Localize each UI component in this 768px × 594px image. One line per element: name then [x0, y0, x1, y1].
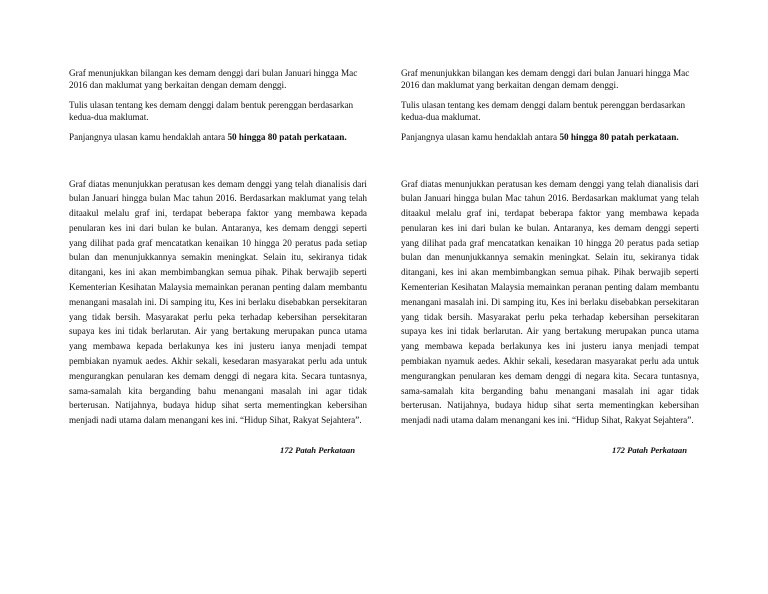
word-count: 172 Patah Perkataan — [280, 445, 355, 456]
length-prefix: Panjangnya ulasan kamu hendaklah antara — [69, 132, 228, 142]
prompt-line-2: Tulis ulasan tentang kes demam denggi dalam bentuk perenggan berdasarkan kedua-dua maklumat. — [69, 100, 354, 122]
prompt-line-2: Tulis ulasan tentang kes demam denggi dalam bentuk perenggan berdasarkan kedua-dua maklumat. — [401, 100, 686, 122]
question-prompt — [69, 68, 367, 144]
prompt-line-1: Graf menunjukkan bilangan kes demam denggi dari bulan Januari hingga Mac 2016 dan maklumat yang berkaitan dengan demam denggi. — [69, 68, 358, 90]
length-requirement: 50 hingga 80 patah perkataan. — [227, 132, 347, 142]
prompt-line-1: Graf menunjukkan bilangan kes demam denggi dari bulan Januari hingga Mac 2016 dan maklumat yang berkaitan dengan demam denggi. — [401, 68, 690, 90]
essay-paragraph: Graf diatas menunjukkan peratusan kes demam denggi yang telah dianalisis dari bulan Januari hingga bulan Mac tahun 2016. Berdasarkan maklumat yang telah ditaakul melalu graf ini, terdapat beberapa faktor yang membawa kepada penularan kes ini dari bulan ke bulan. Antaranya, kes demam denggi seperti yang dilihat pada graf mencatatkan kenaikan 10 hingga 20 peratus pada setiap bulan dan menunjukkannya semakin meningkat. Selain itu, sekiranya tidak ditangani, kes ini akan membimbangkan semua pihak. Pihak berwajib seperti Kementerian Kesihatan Malaysia memainkan peranan penting dalam membantu menangani masalah ini. Di samping itu, Kes ini berlaku disebabkan persekitaran yang tidak bersih. Masyarakat perlu peka terhadap kebersihan persekitaran supaya kes ini tidak berlarutan. Air yang bertakung merupakan punca utama yang membawa kepada berlakunya kes ini justeru ianya menjadi tempat pembiakan nyamuk aedes. Akhir sekali, kesedaran masyarakat perlu ada untuk mengurangkan penularan kes demam denggi di negara kita. Secara tuntasnya, sama-samalah kita berganding bahu menangani masalah ini agar tidak berterusan. Natijahnya, budaya hidup sihat serta mementingkan kebersihan menjadi nadi utama dalam menangani kes ini. “Hidup Sihat, Rakyat Sejahtera”. — [69, 178, 367, 426]
length-requirement: 50 hingga 80 patah perkataan. — [559, 132, 679, 142]
length-instruction — [401, 132, 699, 144]
word-count: 172 Patah Perkataan — [612, 445, 687, 456]
length-instruction — [69, 132, 367, 144]
essay-paragraph: Graf diatas menunjukkan peratusan kes demam denggi yang telah dianalisis dari bulan Januari hingga bulan Mac tahun 2016. Berdasarkan maklumat yang telah ditaakul melalu graf ini, terdapat beberapa faktor yang membawa kepada penularan kes ini dari bulan ke bulan. Antaranya, kes demam denggi seperti yang dilihat pada graf mencatatkan kenaikan 10 hingga 20 peratus pada setiap bulan dan menunjukkannya semakin meningkat. Selain itu, sekiranya tidak ditangani, kes ini akan membimbangkan semua pihak. Pihak berwajib seperti Kementerian Kesihatan Malaysia memainkan peranan penting dalam membantu menangani masalah ini. Di samping itu, Kes ini berlaku disebabkan persekitaran yang tidak bersih. Masyarakat perlu peka terhadap kebersihan persekitaran supaya kes ini tidak berlarutan. Air yang bertakung merupakan punca utama yang membawa kepada berlakunya kes ini justeru ianya menjadi tempat pembiakan nyamuk aedes. Akhir sekali, kesedaran masyarakat perlu ada untuk mengurangkan penularan kes demam denggi di negara kita. Secara tuntasnya, sama-samalah kita berganding bahu menangani masalah ini agar tidak berterusan. Natijahnya, budaya hidup sihat serta mementingkan kebersihan menjadi nadi utama dalam menangani kes ini. “Hidup Sihat, Rakyat Sejahtera”. — [401, 178, 699, 426]
length-prefix: Panjangnya ulasan kamu hendaklah antara — [401, 132, 560, 142]
question-prompt — [401, 68, 699, 144]
page-right — [401, 68, 699, 455]
page-left — [69, 68, 367, 455]
